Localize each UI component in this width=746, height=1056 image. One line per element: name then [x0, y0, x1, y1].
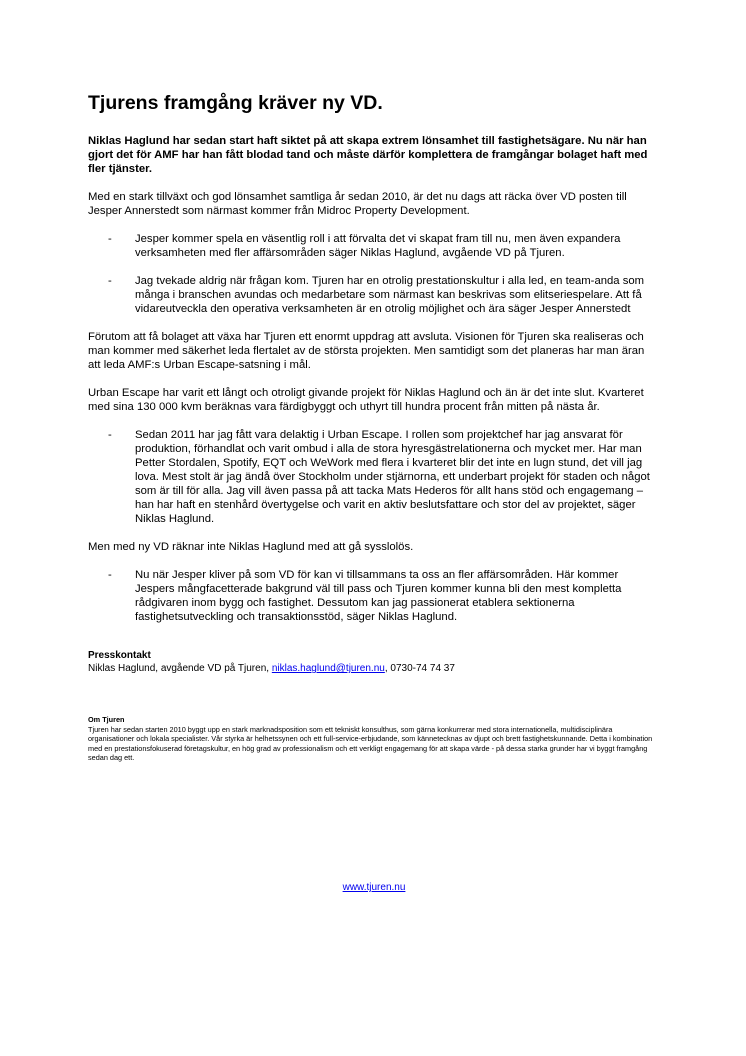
paragraph-2: Förutom att få bolaget att växa har Tjuren ett enormt uppdrag att avsluta. Visionen för Tjuren ska realiseras och man kommer med säkerhet leda flertalet av de största projekten. Men samtidigt som det planeras har man äran att leda AMF:s Urban Escape-satsning i mål.	[88, 331, 645, 371]
paragraph-4: Men med ny VD räknar inte Niklas Haglund med att gå sysslolös.	[88, 541, 414, 553]
press-contact-phone: , 0730-74 74 37	[384, 663, 455, 674]
about-section	[88, 715, 660, 763]
quote-item	[88, 232, 660, 260]
press-contact-heading: Presskontakt	[88, 650, 151, 661]
paragraph-1: Med en stark tillväxt och god lönsamhet samtliga år sedan 2010, är det nu dags att räcka över VD posten till Jesper Annerstedt som närmast kommer från Midroc Property Development.	[88, 191, 627, 217]
quote-text: Jesper kommer spela en väsentlig roll i att förvalta det vi skapat fram till nu, men även expandera verksamheten med fler affärsområden säger Niklas Haglund, avgående VD på Tjuren.	[135, 233, 621, 259]
press-contact	[88, 649, 660, 675]
lead-paragraph: Niklas Haglund har sedan start haft siktet på att skapa extrem lönsamhet till fastighetsägare. Nu när han gjort det för AMF har han fått blodad tand och måste därför komplettera de framgångar bolaget haft med fler tjänster.	[88, 135, 648, 175]
bullet-dash: -	[108, 429, 112, 441]
quote-text: Sedan 2011 har jag fått vara delaktig i Urban Escape. I rollen som projektchef har jag ansvarat för produktion, förhandlat och varit ombud i alla de stora hyresgästrelationerna och mycket mer. Har man Petter Stordalen, Spotify, EQT och WeWork med flera i kvarteret blir det inte en lugn stund, det vill jag lova. Mest stolt är jag ändå över Stockholm under stjärnorna, ett underbart projekt för staden och något som är till för alla. Jag vill även passa på att tacka Mats Hederos för allt hans stöd och engagemang – han har haft en stenhård övertygelse och varit en aktiv beslutsfattare och stor del av projektet, säger Niklas Haglund.	[135, 429, 650, 525]
about-text: Tjuren har sedan starten 2010 byggt upp en stark marknadsposition som ett tekniskt konsulthus, som gärna konkurrerar med stora internationella, multidisciplinära organisationer och lokala specialister. Vår styrka är helhetssynen och ett full-service-erbjudande, som kännetecknas av djupt och brett fastighetskunnande. Detta i kombination med en prestationsfokuserad företagskultur, en hög grad av professionalism och ett verkligt engagemang för att skapa värde - på dessa starka grunder har vi byggt framgång sedan dag ett.	[88, 724, 653, 763]
bullet-dash: -	[108, 275, 112, 287]
quote-item	[88, 568, 660, 624]
press-release	[88, 92, 660, 893]
email-link[interactable]: niklas.haglund@tjuren.nu	[271, 663, 385, 674]
page-title: Tjurens framgång kräver ny VD.	[88, 92, 383, 114]
bullet-dash: -	[108, 569, 112, 581]
quote-item	[88, 428, 660, 526]
quote-item	[88, 274, 660, 316]
quote-text: Nu när Jesper kliver på som VD för kan vi tillsammans ta oss an fler affärsområden. Här kommer Jespers mångfacetterade bakgrund väl till pass och Tjuren kommer kunna bli den mest kompletta rådgivaren inom bygg och fastighet. Dessutom kan jag passionerat etablera sektionerna fastighetsutveckling och transaktionsstöd, säger Niklas Haglund.	[135, 569, 622, 623]
bullet-dash: -	[108, 233, 112, 245]
quote-text: Jag tvekade aldrig när frågan kom. Tjuren har en otrolig prestationskultur i alla led, en team-anda som många i branschen avundas och medarbetare som närmast kan beskrivas som elitseriespelare. Att få vidareutveckla den operativa verksamheten är en otrolig möjlighet och ära säger Jesper Annerstedt	[135, 275, 645, 315]
paragraph-3: Urban Escape har varit ett långt och otroligt givande projekt för Niklas Haglund och än är det inte slut. Kvarteret med sina 130 000 kvm beräknas vara färdigbyggt och uthyrt till hundra procent från mitten på nästa år.	[88, 387, 644, 413]
website-link[interactable]: www.tjuren.nu	[342, 882, 406, 893]
about-heading: Om Tjuren	[88, 715, 125, 724]
website-footer	[88, 882, 660, 893]
press-contact-prefix: Niklas Haglund, avgående VD på Tjuren,	[88, 663, 272, 674]
